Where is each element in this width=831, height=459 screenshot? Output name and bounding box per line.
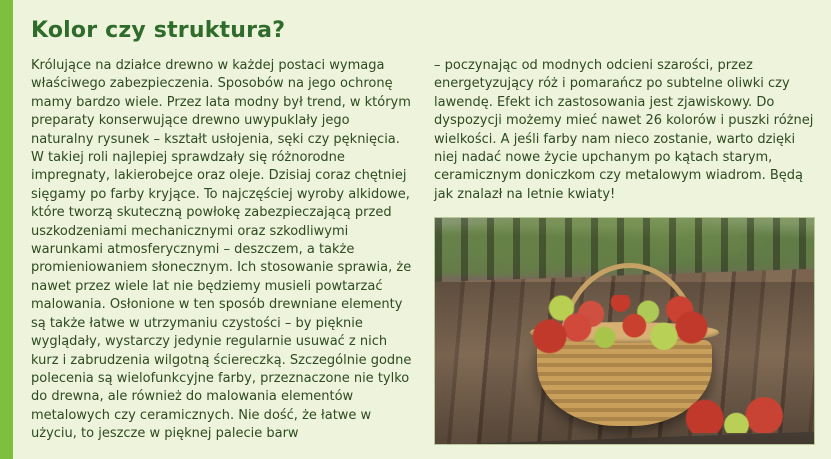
article-content [13, 0, 831, 459]
article-columns [31, 57, 814, 445]
apples-basket-photo [434, 217, 815, 445]
left-column-text: Królujące na działce drewno w każdej postaci wymaga właściwego zabezpieczenia. Sposobów na jego ochronę mamy bardzo wiele. Przez lata modny był trend, w którym preparaty konserwujące drewno uwypuklały jego naturalny rysunek – kształt usłojenia, sęki czy pęknięcia. W takiej roli najlepiej sprawdzały się różnorodne impregnaty, lakierobejce oraz oleje. Dzisiaj coraz chętniej sięgamy po farby kryjące. To najczęściej wyroby alkidowe, które tworzą skuteczną powłokę zabezpieczającą przed uszkodzeniami mechanicznymi oraz szkodliwymi warunkami atmosferycznymi – deszczem, a także promieniowaniem słonecznym. Ich stosowanie sprawia, że nawet przez wiele lat nie będziemy musieli powtarzać malowania. Osłonione w ten sposób drewniane elementy są także łatwe w utrzymaniu czystości – by pięknie wyglądały, wystarczy jedynie regularnie usuwać z nich kurz i zabrudzenia wilgotną ściereczką. Szczególnie godne polecenia są wielofunkcyjne farby, przeznaczone nie tylko do drewna, ale również do malowania elementów metalowych czy ceramicznych. Nie dość, że łatwe w użyciu, to jeszcze w pięknej palecie barw [31, 58, 412, 442]
page-title: Kolor czy struktura? [31, 18, 286, 43]
right-column-text: – poczynając od modnych odcieni szarości, przez energetyzujący róż i pomarańcz po subtelne oliwki czy lawendę. Efekt ich zastosowania jest zjawiskowy. Do dyspozycji możemy mieć nawet 26 kolorów i puszki różnej wielkości. A jeśli farby nam nieco zostanie, warto dzięki niej nadać nowe życie upchanym po kątach starym, ceramicznym doniczkom czy metalowym wiadrom. Będą jak znalazł na letnie kwiaty! [434, 58, 814, 202]
apples-on-deck [685, 397, 784, 433]
apples-in-basket [526, 295, 723, 354]
left-column [31, 57, 412, 444]
right-column [434, 57, 815, 445]
